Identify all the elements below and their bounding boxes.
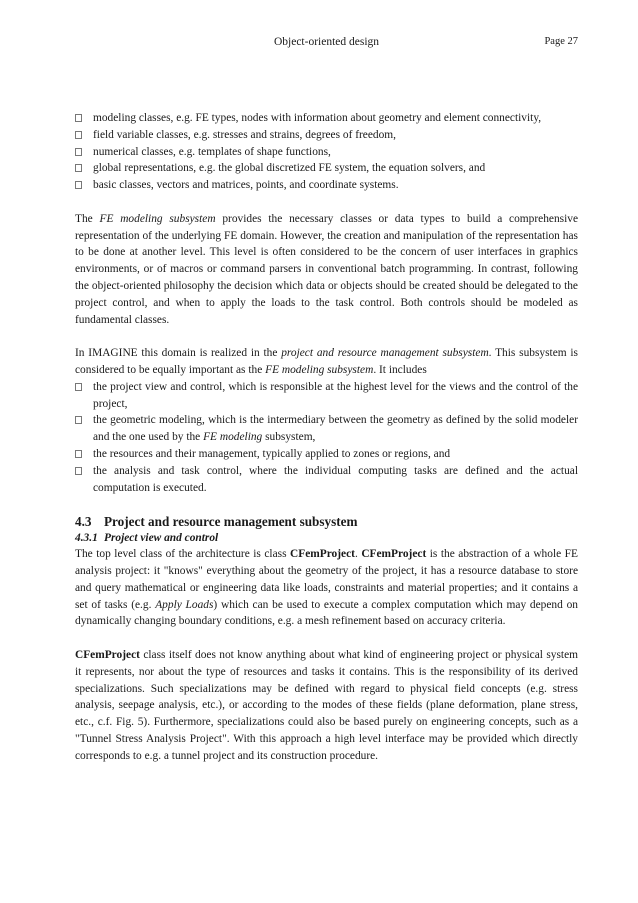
subsystem-includes-list	[75, 379, 578, 497]
subsection-heading: 4.3.1 Project view and control	[75, 532, 219, 545]
bullet-box-icon	[75, 164, 82, 172]
list-item: modeling classes, e.g. FE types, nodes with information about geometry and element connectivity,	[75, 110, 578, 127]
list-item: the resources and their management, typically applied to zones or regions, and	[75, 446, 578, 463]
list-item: basic classes, vectors and matrices, points, and coordinate systems.	[75, 177, 578, 194]
bullet-box-icon	[75, 131, 82, 139]
paragraph-cfemproject-intro: The top level class of the architecture is class CFemProject. CFemProject is the abstraction of a whole FE analysis project: it "knows" everything about the geometry of the project, it has a resource database to store and query mathematical or engineering data like loads, constraints and material properties; and it contains a set of tasks (e.g. Apply Loads) which can be used to execute a complex computation which may depend on dynamically changing boundary conditions, e.g. a mesh refinement based on accuracy criteria.	[75, 548, 578, 628]
paragraph-imagine-domain: In IMAGINE this domain is realized in the project and resource management subsystem. This subsystem is considered to be equally important as the FE modeling subsystem. It includes	[75, 347, 578, 376]
list-item: global representations, e.g. the global discretized FE system, the equation solvers, and	[75, 160, 578, 177]
bullet-box-icon	[75, 383, 82, 391]
header-title: Object-oriented design	[273, 36, 380, 48]
class-category-list	[75, 110, 578, 194]
bullet-box-icon	[75, 114, 82, 122]
list-item: the geometric modeling, which is the intermediary between the geometry as defined by the solid modeler and the one used by the FE modeling subsystem,	[75, 412, 578, 446]
bullet-box-icon	[75, 181, 82, 189]
bullet-box-icon	[75, 148, 82, 156]
list-item: field variable classes, e.g. stresses and strains, degrees of freedom,	[75, 127, 578, 144]
paragraph-fe-modeling: The FE modeling subsystem provides the necessary classes or data types to build a comprehensive representation of the underlying FE domain. However, the creation and manipulation of the representation has to be done at another level. This level is often considered to be the concern of user interfaces in graphics environments, or of macros or command parsers in conventional batch programming. In contrast, following the object-oriented philosophy the decision which data or objects should be created should be delegated to the project control, and when to apply the loads to the task control. Both controls should be modeled as fundamental classes.	[75, 212, 579, 326]
list-item: numerical classes, e.g. templates of shape functions,	[75, 144, 578, 161]
list-item: the project view and control, which is responsible at the highest level for the views and the control of the project,	[75, 379, 578, 413]
bullet-box-icon	[75, 467, 82, 475]
bullet-box-icon	[75, 450, 82, 458]
section-heading: 4.3 Project and resource management subsystem	[75, 514, 358, 530]
page-content	[75, 110, 578, 764]
bullet-box-icon	[75, 416, 82, 424]
list-item: the analysis and task control, where the individual computing tasks are defined and the actual computation is executed.	[75, 463, 578, 497]
paragraph-cfemproject-specializations: CFemProject class itself does not know anything about what kind of engineering project or physical system it represents, nor about the type of resources and tasks it contains. This is the responsibility of its derived specializations. Such specializations may be defined with regard to physical field concepts (e.g. stress analysis, seepage analysis, etc.), or according to the modes of these fields (plane deformation, plane stress, etc., c.f. Fig. 5). Furthermore, specializations could also be based purely on engineering concepts, such as a "Tunnel Stress Analysis Project". With this approach a high level interface may be provided which directly corresponds to e.g. a tunnel project and its construction procedure.	[75, 648, 578, 762]
page-number: Page 27	[544, 36, 578, 47]
page-header	[75, 36, 578, 52]
